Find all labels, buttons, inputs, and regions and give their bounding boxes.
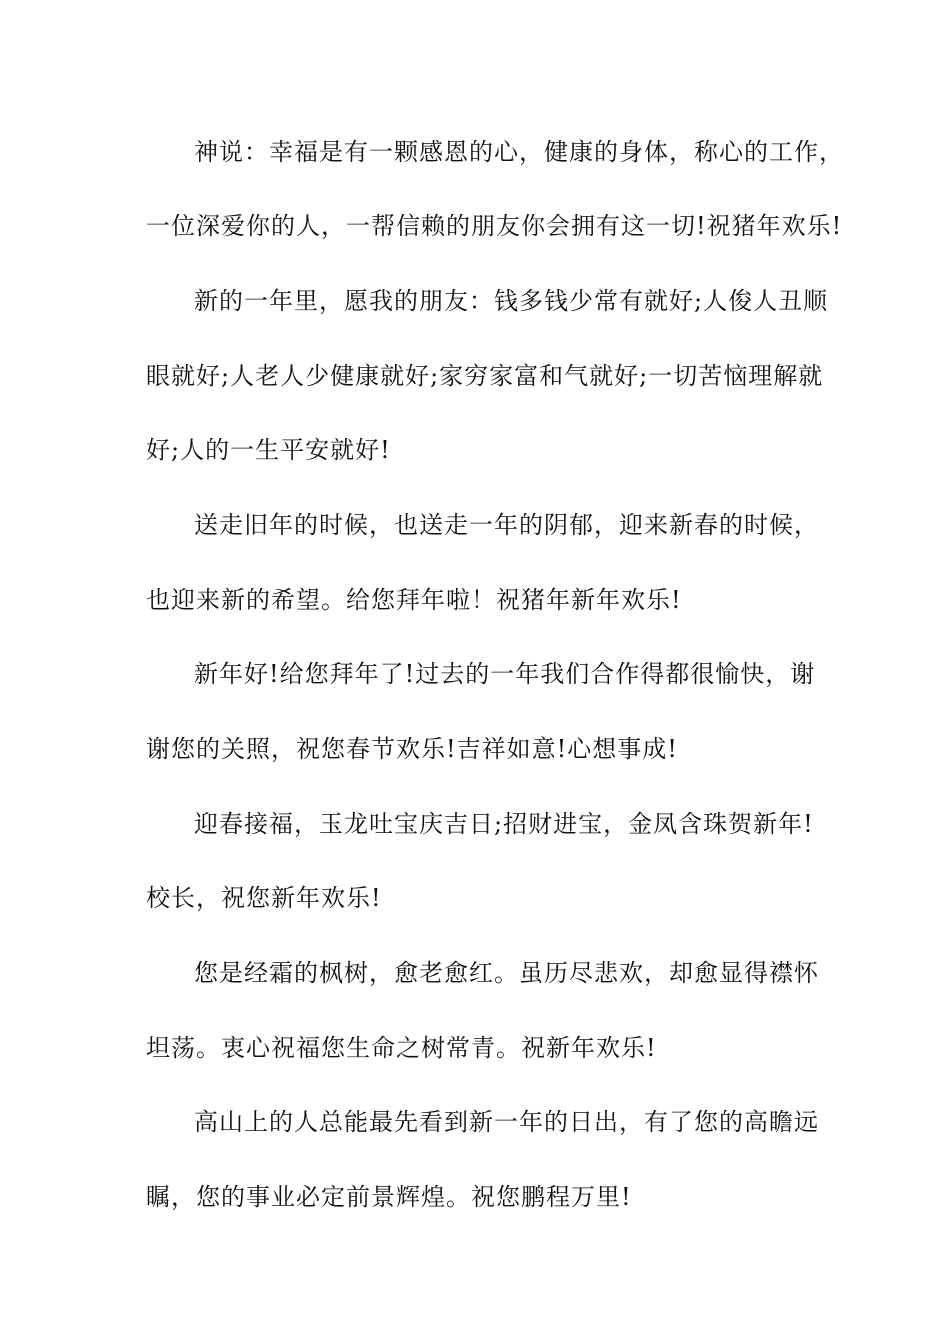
paragraph-3-line-1: 送走旧年的时候，也送走一年的阴郁，迎来新春的时候， xyxy=(194,511,819,539)
paragraph-4-line-1: 新年好!给您拜年了!过去的一年我们合作得都很愉快，谢 xyxy=(194,660,816,688)
paragraph-6-line-2: 坦荡。衷心祝福您生命之树常青。祝新年欢乐! xyxy=(146,1034,657,1062)
paragraph-7-line-2: 瞩，您的事业必定前景辉煌。祝您鹏程万里! xyxy=(146,1183,632,1211)
paragraph-2-line-1: 新的一年里，愿我的朋友：钱多钱少常有就好;人俊人丑顺 xyxy=(194,287,829,315)
paragraph-6-line-1: 您是经霜的枫树，愈老愈红。虽历尽悲欢，却愈显得襟怀 xyxy=(194,959,819,987)
paragraph-4-line-2: 谢您的关照，祝您春节欢乐!吉祥如意!心想事成! xyxy=(146,735,678,763)
paragraph-2-line-3: 好;人的一生平安就好! xyxy=(146,436,391,464)
paragraph-3-line-2: 也迎来新的希望。给您拜年啦！祝猪年新年欢乐! xyxy=(146,586,682,614)
paragraph-7-line-1: 高山上的人总能最先看到新一年的日出，有了您的高瞻远 xyxy=(194,1108,819,1136)
paragraph-2-line-2: 眼就好;人老人少健康就好;家穷家富和气就好;一切苦恼理解就 xyxy=(146,362,824,390)
paragraph-5-line-1: 迎春接福，玉龙吐宝庆吉日;招财进宝，金凤含珠贺新年! xyxy=(194,810,814,838)
paragraph-1-line-1: 神说：幸福是有一颗感恩的心，健康的身体，称心的工作， xyxy=(194,138,844,166)
paragraph-1-line-2: 一位深爱你的人，一帮信赖的朋友你会拥有这一切!祝猪年欢乐! xyxy=(146,212,843,240)
paragraph-5-line-2: 校长，祝您新年欢乐! xyxy=(146,884,382,912)
